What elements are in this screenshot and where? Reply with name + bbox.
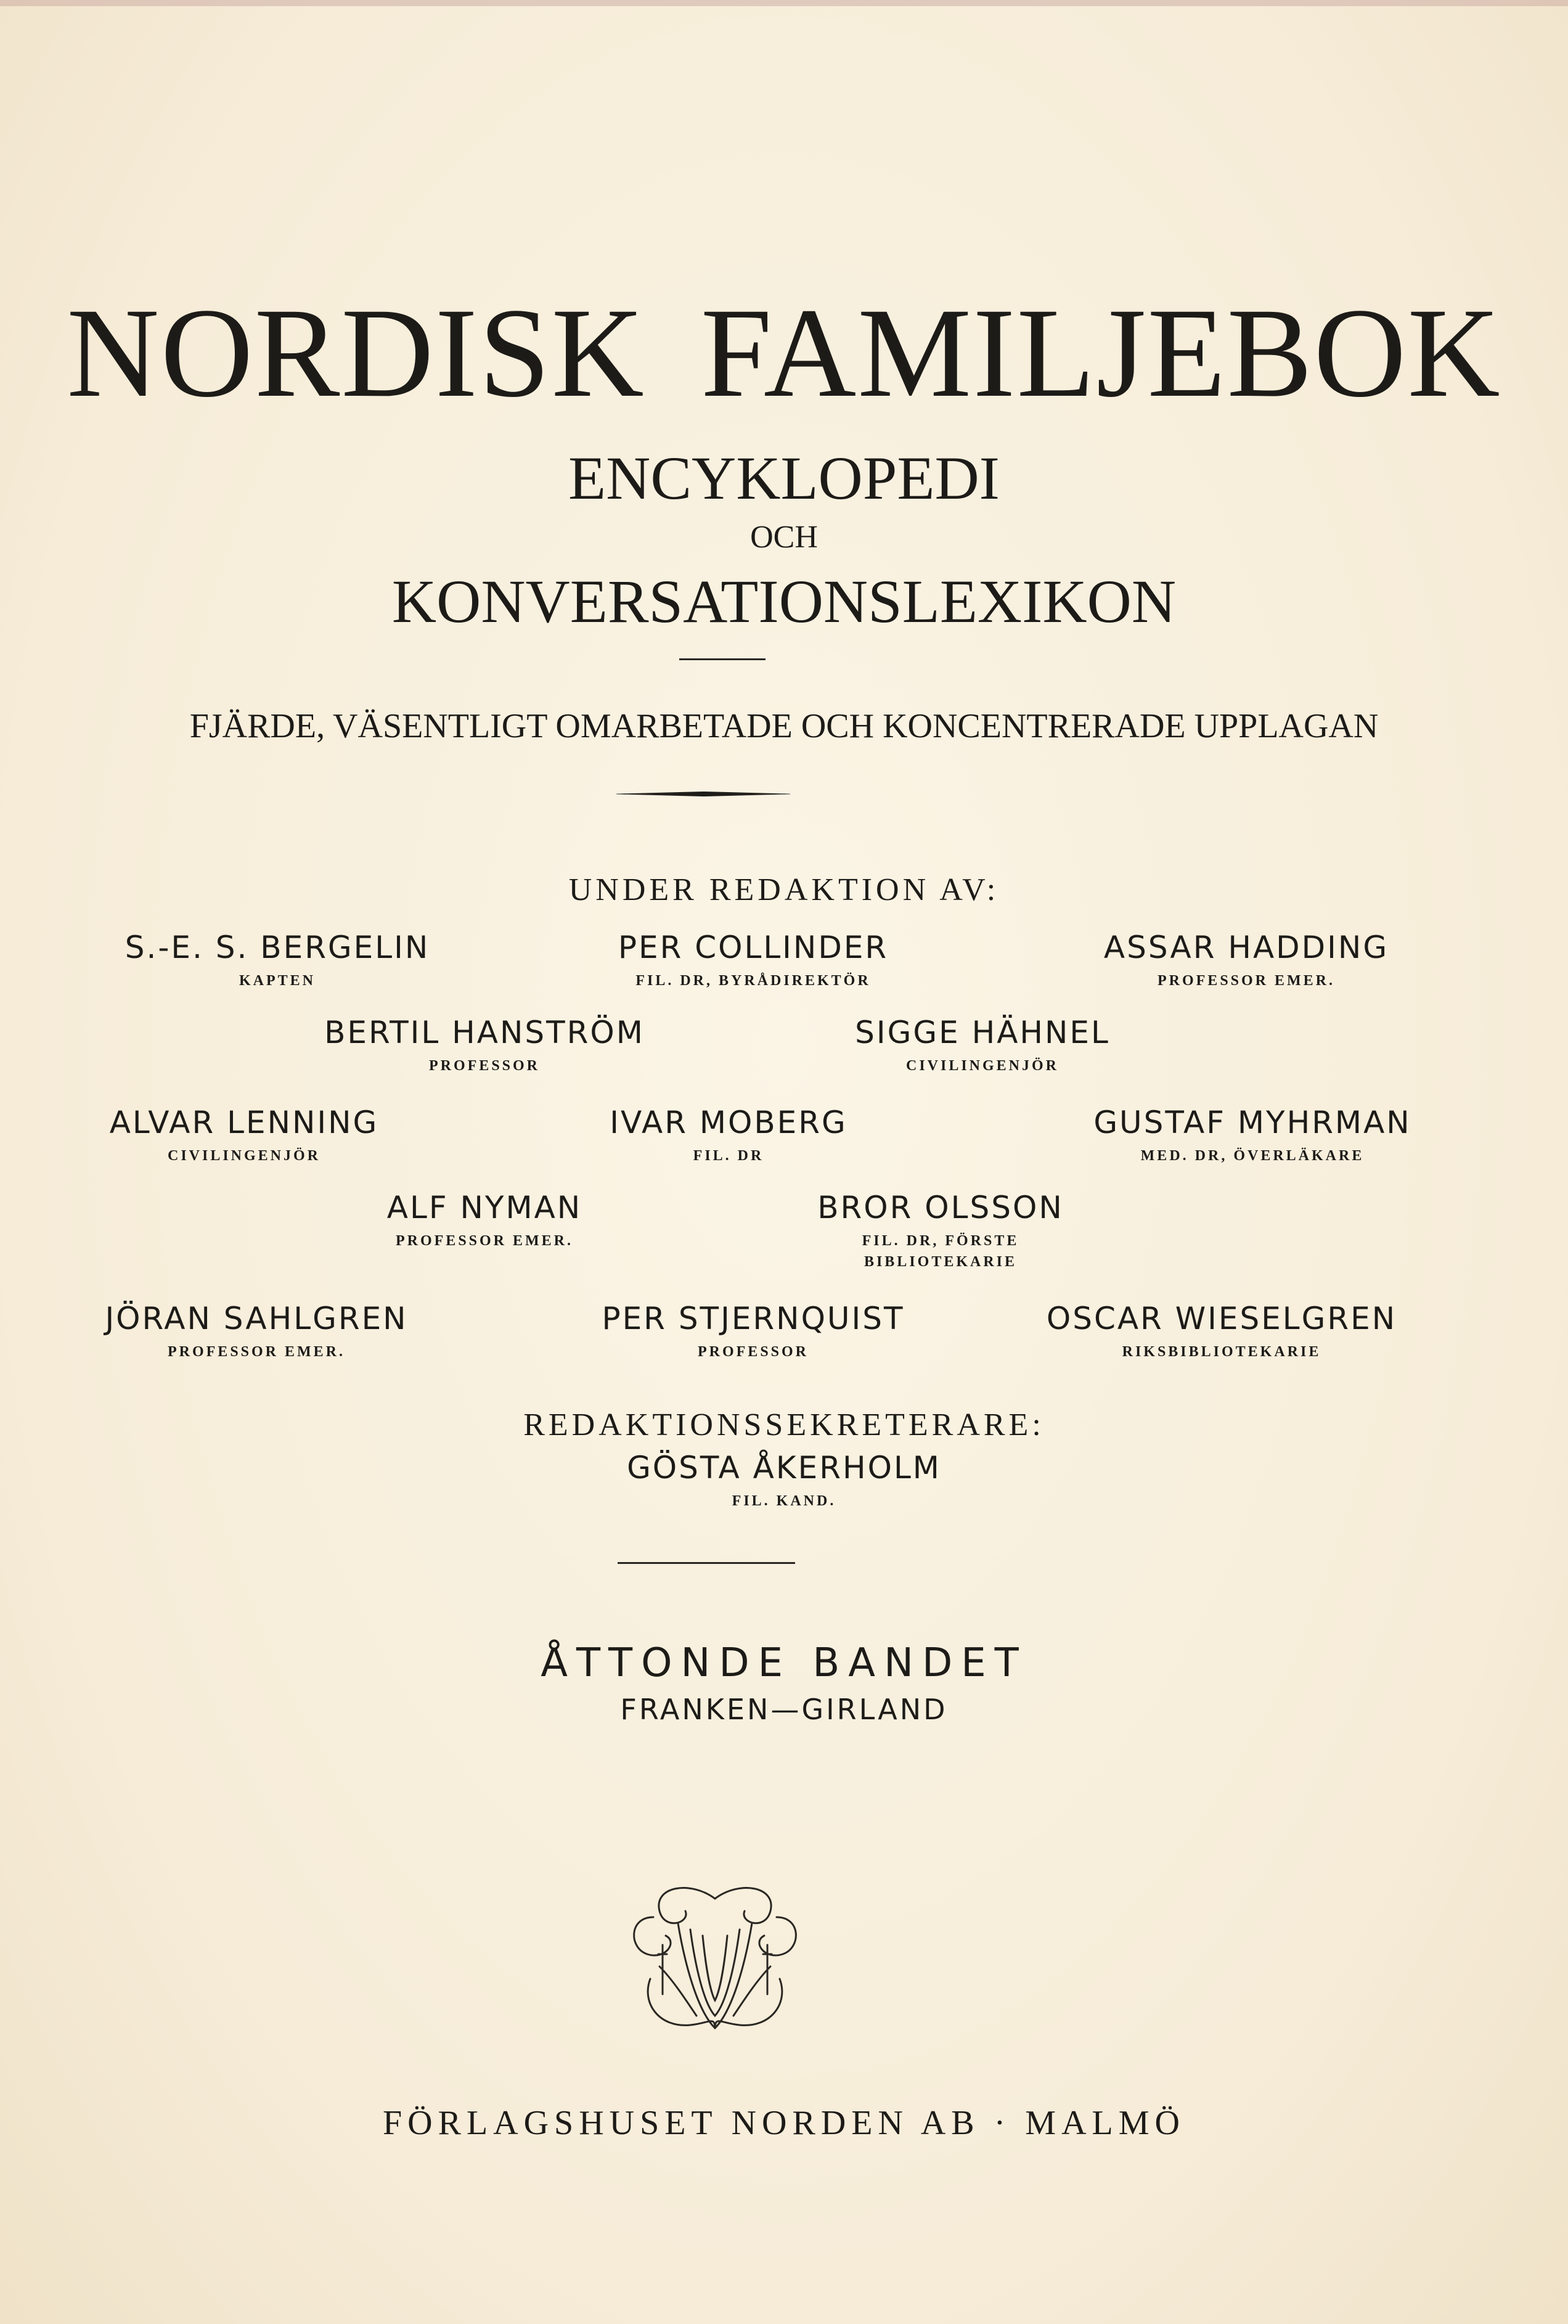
- editor-title: PROFESSOR EMER.: [167, 1344, 346, 1360]
- volume-range: FRANKEN—GIRLAND: [620, 1693, 948, 1726]
- divider-rule: [618, 1562, 795, 1564]
- editor-name: SIGGE HÄHNEL: [855, 1015, 1110, 1050]
- editor-name: S.-E. S. BERGELIN: [125, 930, 430, 965]
- secretary-name: GÖSTA ÅKERHOLM: [627, 1450, 941, 1486]
- ornamental-monogram-icon: [616, 1874, 814, 2047]
- editor-title: MED. DR, ÖVERLÄKARE: [1140, 1148, 1365, 1164]
- editor-name: IVAR MOBERG: [610, 1105, 847, 1140]
- editor-name: JÖRAN SAHLGREN: [105, 1301, 408, 1336]
- editor-title: PROFESSOR: [697, 1344, 809, 1360]
- editor-title: CIVILINGENJÖR: [167, 1148, 321, 1164]
- editor-name: BERTIL HANSTRÖM: [324, 1015, 645, 1050]
- editor-myhrman: [975, 1107, 1530, 1166]
- editor-name: PER COLLINDER: [618, 930, 889, 965]
- editor-hadding: [969, 932, 1524, 991]
- subtitle-och: OCH: [750, 520, 818, 555]
- editor-title-line-2: BIBLIOTEKARIE: [864, 1254, 1018, 1270]
- editor-title: CIVILINGENJÖR: [905, 1058, 1060, 1074]
- subtitle-encyklopedi: ENCYKLOPEDI: [568, 444, 1000, 512]
- editor-name: BROR OLSSON: [817, 1190, 1064, 1225]
- editor-title: FIL. DR, BYRÅDIREKTÖR: [635, 973, 871, 989]
- editor-title: PROFESSOR: [428, 1058, 541, 1074]
- editor-lenning: [0, 1107, 521, 1166]
- editor-name: OSCAR WIESELGREN: [1046, 1301, 1397, 1336]
- editor-title: KAPTEN: [239, 973, 316, 989]
- editor-moberg: [451, 1107, 1006, 1166]
- editor-title: RIKSBIBLIOTEKARIE: [1122, 1344, 1321, 1360]
- editor-hanstrom: [207, 1017, 762, 1076]
- main-title: [0, 282, 1568, 423]
- editor-name: ASSAR HADDING: [1103, 930, 1389, 965]
- page-edge: [0, 0, 1568, 6]
- editor-hahnel: [705, 1017, 1260, 1076]
- ornamental-rule: [616, 792, 790, 796]
- editor-title: FIL. DR, FÖRSTE: [862, 1233, 1019, 1249]
- divider-rule: [679, 658, 766, 660]
- publisher-line: FÖRLAGSHUSET NORDEN AB · MALMÖ: [383, 2104, 1185, 2142]
- editor-name: ALVAR LENNING: [109, 1105, 379, 1140]
- title-word-1: NORDISK: [67, 282, 645, 423]
- edition-line: FJÄRDE, VÄSENTLIGT OMARBETADE OCH KONCENTRERADE UPPLAGAN: [189, 707, 1379, 745]
- editor-name: GUSTAF MYHRMAN: [1093, 1105, 1411, 1140]
- editor-name: ALF NYMAN: [386, 1190, 582, 1225]
- editorial-secretary: [476, 1452, 1092, 1512]
- editor-olsson: [663, 1192, 1218, 1272]
- editor-bergelin: [0, 932, 555, 991]
- volume-label: ÅTTONDE BANDET: [541, 1640, 1027, 1686]
- editor-name: PER STJERNQUIST: [602, 1301, 905, 1336]
- under-redaktion-heading: UNDER REDAKTION AV:: [568, 872, 1000, 907]
- redaktionssekreterare-heading: REDAKTIONSSEKRETERARE:: [523, 1407, 1045, 1442]
- title-word-2: FAMILJEBOK: [700, 282, 1501, 423]
- editor-title: PROFESSOR EMER.: [1157, 973, 1336, 989]
- editor-wieselgren: [944, 1303, 1499, 1362]
- secretary-title: FIL. KAND.: [732, 1493, 836, 1509]
- editor-sahlgren: [0, 1303, 534, 1362]
- editor-collinder: [476, 932, 1031, 991]
- editor-title: FIL. DR: [693, 1148, 764, 1164]
- subtitle-konversationslexikon: KONVERSATIONSLEXIKON: [391, 567, 1177, 636]
- editor-title: PROFESSOR EMER.: [395, 1233, 574, 1249]
